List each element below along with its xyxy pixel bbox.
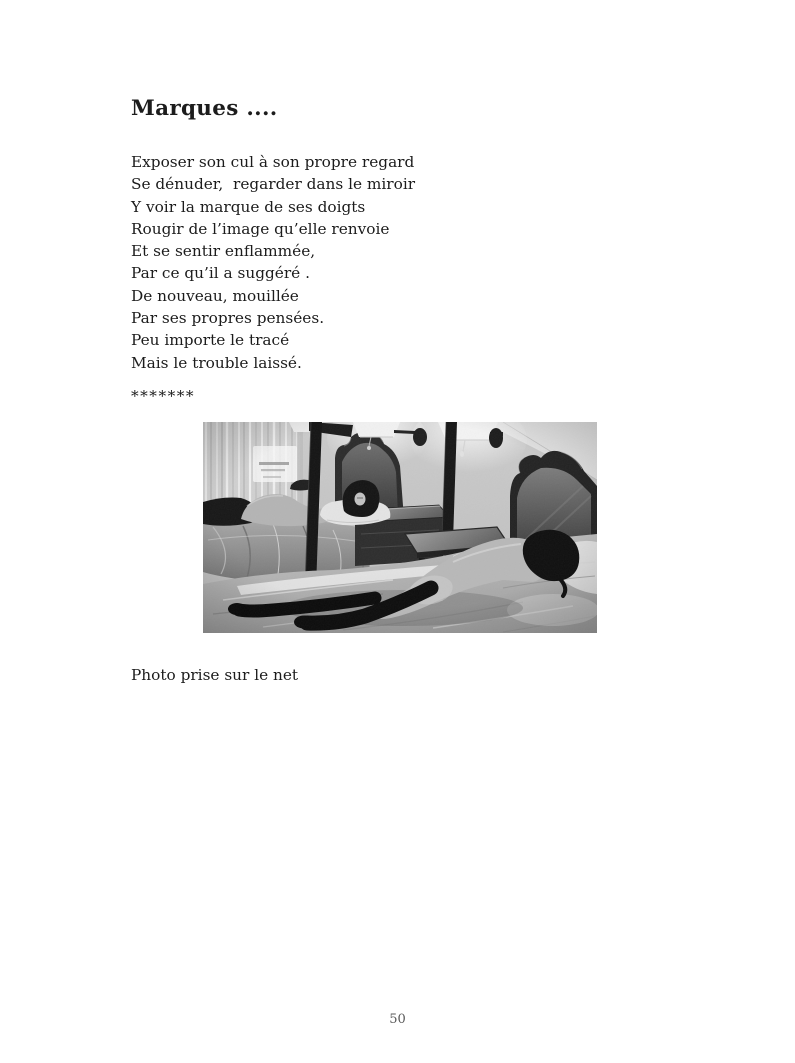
- page-title: Marques ....: [131, 96, 278, 121]
- poem-line: Par ses propres pensées.: [131, 309, 325, 328]
- poem-line: Rougir de l’image qu’elle renvoie: [131, 219, 390, 238]
- page-number: 50: [389, 1012, 406, 1027]
- poem-line: Se dénuder, regarder dans le miroir: [131, 175, 416, 194]
- poem-line: De nouveau, mouillée: [131, 286, 299, 305]
- photo-caption: Photo prise sur le net: [131, 666, 299, 684]
- poem-line: Par ce qu’il a suggéré .: [131, 264, 310, 283]
- poem-line: Et se sentir enflammée,: [131, 242, 316, 261]
- poem-line: Peu importe le tracé: [131, 331, 290, 350]
- bedroom-photo-graphic: [203, 422, 597, 633]
- poem-line: Mais le trouble laissé.: [131, 353, 302, 372]
- poem: [131, 151, 415, 374]
- bedroom-photo: [203, 422, 597, 633]
- asterisk-separator: *******: [131, 387, 196, 405]
- poem-line: Y voir la marque de ses doigts: [131, 197, 366, 216]
- poem-line: Exposer son cul à son propre regard: [131, 153, 415, 171]
